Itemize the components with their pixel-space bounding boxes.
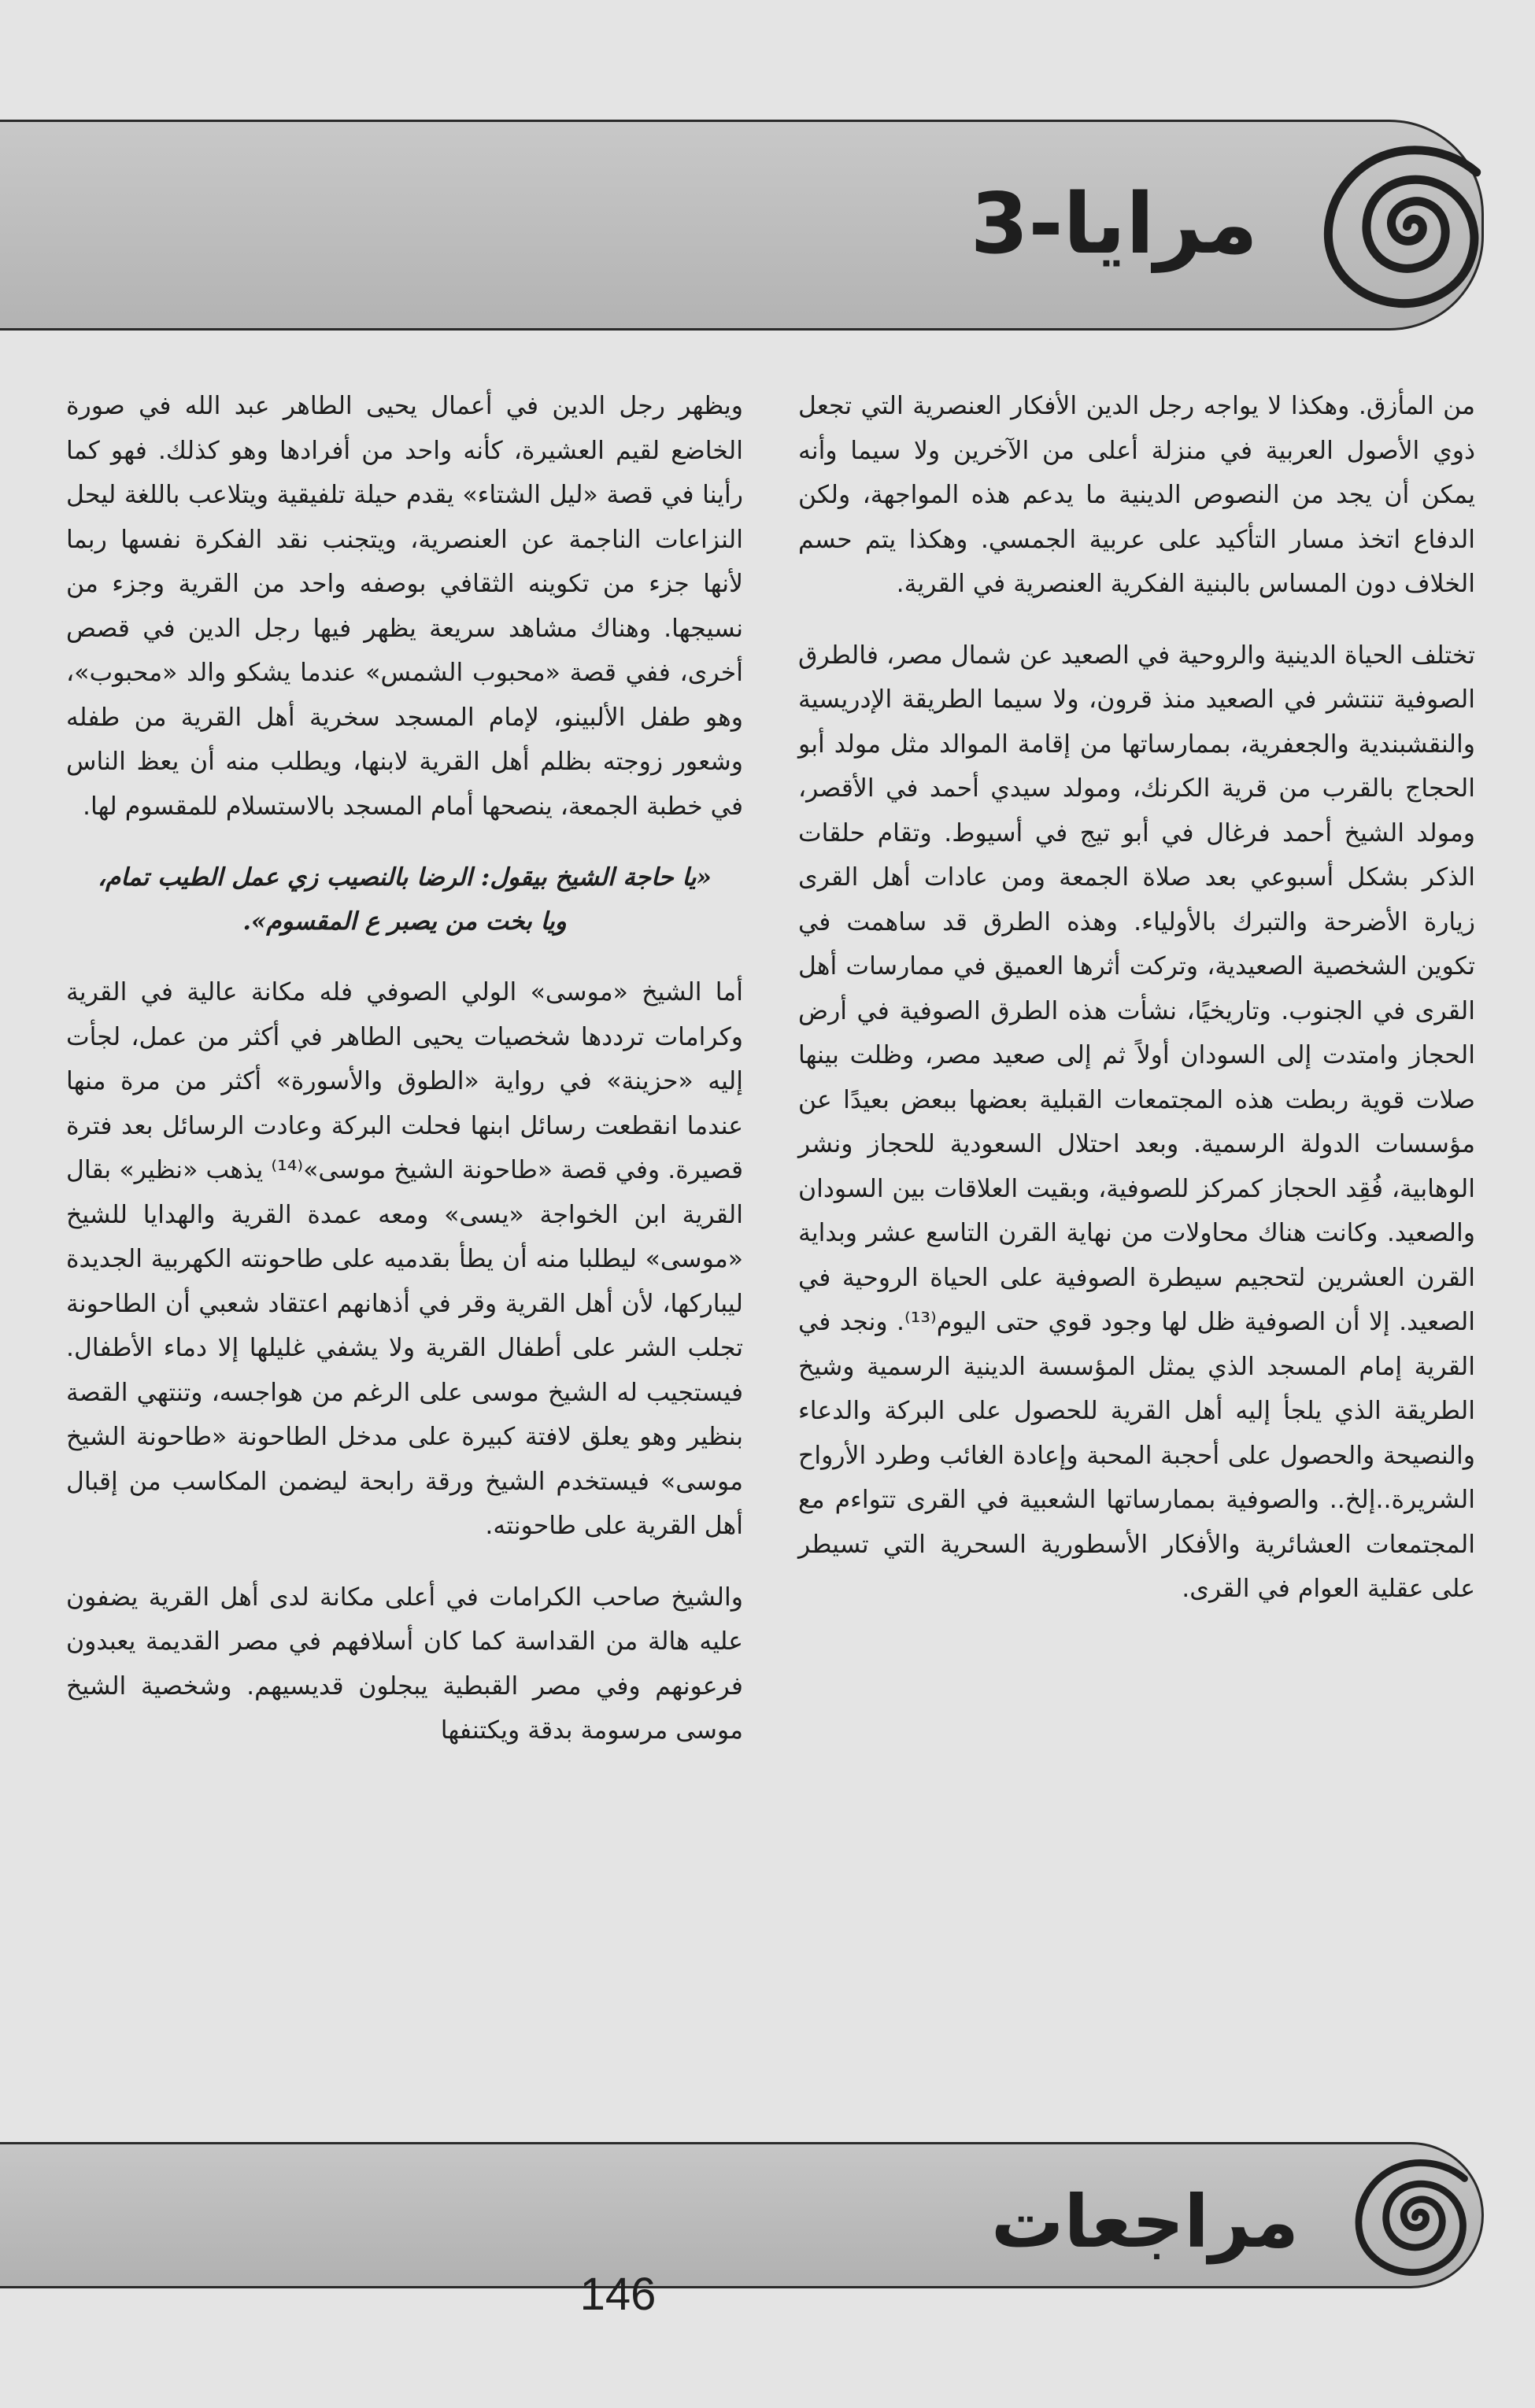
article-column-right xyxy=(798,384,1475,1638)
paragraph: ويظهر رجل الدين في أعمال يحيى الطاهر عبد الله في صورة الخاضع لقيم العشيرة، كأنه واحد من أفرادها وهو كذلك. فهو كما رأينا في قصة «ليل الشتاء» يقدم حيلة تلفيقية ويتلاعب باللغة ليحل النزاعات الناجمة عن العنصرية، ويتجنب نقد الفكرة نفسها ربما لأنها جزء من تكوينه الثقافي بوصفه واحد من القرية وجزء من نسيجها. وهناك مشاهد سريعة يظهر فيها رجل الدين في قصص أخرى، ففي قصة «محبوب الشمس» عندما يشكو والد «محبوب»، وهو طفل الألبينو، لإمام المسجد سخرية أهل القرية من طفله وشعور زوجته بظلم أهل القرية لابنها، ويطلب منه أن يعظ الناس في خطبة الجمعة، ينصحها أمام المسجد بالاستسلام للمقسوم لها. xyxy=(66,392,743,821)
quoted-dialogue: «يا حاجة الشيخ بيقول: الرضا بالنصيب زي عمل الطيب تمام، ويا بخت من يصبر ع المقسوم». xyxy=(98,863,712,936)
spiral-ornament-icon xyxy=(1311,130,1504,323)
page-number: 146 xyxy=(579,2269,657,2320)
section-header-banner xyxy=(0,120,1484,331)
section-title: مرايا-3 xyxy=(970,175,1258,272)
article-column-left xyxy=(66,384,743,1780)
spiral-ornament-icon xyxy=(1346,2148,1484,2286)
paragraph: والشيخ صاحب الكرامات في أعلى مكانة لدى أهل القرية يضفون عليه هالة من القداسة كما كان أسلافهم في مصر القديمة يعبدون فرعونهم وفي مصر القبطية يبجلون قديسيهم. وشخصية الشيخ موسى مرسومة بدقة ويكتنفها xyxy=(66,1583,743,1745)
paragraph: من المأزق. وهكذا لا يواجه رجل الدين الأفكار العنصرية التي تجعل ذوي الأصول العربية في منزلة أعلى من الآخرين ولا سيما وأنه يمكن أن يجد من النصوص الدينية ما يدعم هذه المواجهة، ولكن الدفاع اتخذ مسار التأكيد على عربية الجمسي. وهكذا يتم حسم الخلاف دون المساس بالبنية الفكرية العنصرية في القرية. xyxy=(798,392,1475,598)
paragraph: تختلف الحياة الدينية والروحية في الصعيد عن شمال مصر، فالطرق الصوفية تنتشر في الصعيد منذ قرون، ولا سيما الطريقة الإدريسية والنقشبندية والجعفرية، بممارساتها من إقامة الموالد مثل مولد أبو الحجاج بالقرب من قرية الكرنك، ومولد سيدي أحمد في الأقصر، ومولد الشيخ أحمد فرغال في أبو تيج في أسيوط. وتقام حلقات الذكر بشكل أسبوعي بعد صلاة الجمعة ومن عادات أهل القرى زيارة الأضرحة والتبرك بالأولياء. وهذه الطرق قد ساهمت في تكوين الشخصية الصعيدية، وتركت أثرها العميق في ممارسات أهل القرى في الجنوب. وتاريخيًا، نشأت هذه الطرق الصوفية في أرض الحجاز وامتدت إلى السودان أولاً ثم إلى صعيد مصر، وظلت بينها صلات قوية ربطت هذه المجتمعات القبلية بعضها ببعض بعيدًا عن مؤسسات الدولة الرسمية. وبعد احتلال السعودية للحجاز ونشر الوهابية، فُقِد الحجاز كمركز للصوفية، وبقيت العلاقات بين السودان والصعيد. وكانت هناك محاولات من نهاية القرن التاسع عشر وبداية القرن العشرين لتحجيم سيطرة الصوفية على الحياة الروحية في الصعيد. إلا أن الصوفية ظل لها وجود قوي حتى اليوم⁽¹³⁾. ونجد في القرية إمام المسجد الذي يمثل المؤسسة الدينية الرسمية وشيخ الطريقة الذي يلجأ إليه أهل القرية للحصول على البركة والدعاء والنصيحة والحصول على أحجبة المحبة وإعادة الغائب وطرد الأرواح الشريرة..إلخ.. والصوفية بممارساتها الشعبية في القرى تتواءم مع المجتمعات العشائرية والأفكار الأسطورية السحرية التي تسيطر على عقلية العوام في القرى. xyxy=(798,641,1475,1603)
footer-section-title: مراجعات xyxy=(991,2180,1299,2264)
paragraph: أما الشيخ «موسى» الولي الصوفي فله مكانة عالية في القرية وكرامات ترددها شخصيات يحيى الطاهر في أكثر من عمل، لجأت إليه «حزينة» في رواية «الطوق والأسورة» أكثر من مرة منها عندما انقطعت رسائل ابنها فحلت البركة وعادت الرسائل بعد فترة قصيرة. وفي قصة «طاحونة الشيخ موسى»⁽¹⁴⁾ يذهب «نظير» بقال القرية ابن الخواجة «يسى» ومعه عمدة القرية والهدايا للشيخ «موسى» ليطلبا منه أن يطأ بقدميه على طاحونته الكهربية الجديدة ليباركها، لأن أهل القرية وقر في أذهانهم اعتقاد شعبي أن الطاحونة تجلب الشر على أطفال القرية ولا يشفي غليلها إلا دماء الأطفال. فيستجيب له الشيخ موسى على الرغم من هواجسه، وتنتهي القصة بنظير وهو يعلق لافتة كبيرة على مدخل الطاحونة «طاحونة الشيخ موسى» فيستخدم الشيخ ورقة رابحة ليضمن المكاسب من إقبال أهل القرية على طاحونته. xyxy=(66,978,744,1540)
